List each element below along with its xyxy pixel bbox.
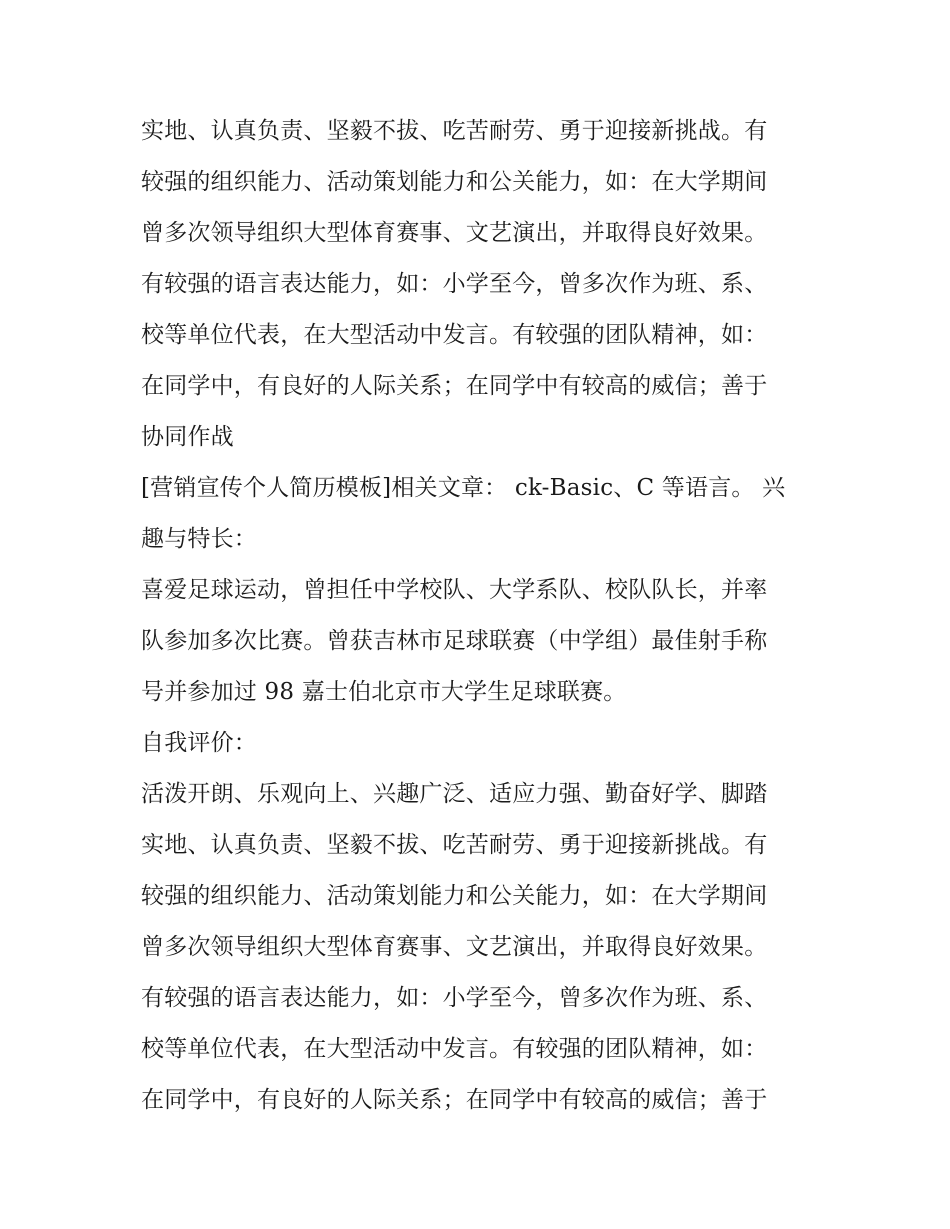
text-line: 在同学中，有良好的人际关系；在同学中有较高的威信；善于 — [141, 1087, 768, 1113]
text-line: 在同学中，有良好的人际关系；在同学中有较高的威信；善于 — [141, 373, 768, 399]
text-line: 实地、认真负责、坚毅不拔、吃苦耐劳、勇于迎接新挑战。有 — [141, 832, 768, 858]
text-line: 队参加多次比赛。曾获吉林市足球联赛（中学组）最佳射手称 — [141, 628, 768, 654]
text-line: 较强的组织能力、活动策划能力和公关能力，如：在大学期间 — [141, 169, 768, 195]
text-line: 曾多次领导组织大型体育赛事、文艺演出，并取得良好效果。 — [141, 220, 768, 246]
text-line: 喜爱足球运动，曾担任中学校队、大学系队、校队队长，并率 — [141, 577, 768, 603]
text-line: 较强的组织能力、活动策划能力和公关能力，如：在大学期间 — [141, 883, 768, 909]
section-heading-interests: 趣与特长： — [141, 526, 257, 552]
text-line: 有较强的语言表达能力，如：小学至今，曾多次作为班、系、 — [141, 271, 768, 297]
text-line: 有较强的语言表达能力，如：小学至今，曾多次作为班、系、 — [141, 985, 768, 1011]
text-line: 校等单位代表，在大型活动中发言。有较强的团队精神，如： — [141, 1036, 768, 1062]
text-line: 号并参加过 98 嘉士伯北京市大学生足球联赛。 — [141, 679, 627, 705]
text-line: 曾多次领导组织大型体育赛事、文艺演出，并取得良好效果。 — [141, 934, 768, 960]
text-line: 校等单位代表，在大型活动中发言。有较强的团队精神，如： — [141, 322, 768, 348]
document-body — [141, 106, 821, 1126]
text-line: 实地、认真负责、坚毅不拔、吃苦耐劳、勇于迎接新挑战。有 — [141, 118, 768, 144]
related-articles-line: [营销宣传个人简历模板]相关文章： ck-Basic、C 等语言。 兴 — [141, 475, 786, 501]
text-line: 活泼开朗、乐观向上、兴趣广泛、适应力强、勤奋好学、脚踏 — [141, 781, 768, 807]
section-heading-self-evaluation: 自我评价： — [141, 730, 257, 756]
text-line: 协同作战 — [141, 424, 234, 450]
